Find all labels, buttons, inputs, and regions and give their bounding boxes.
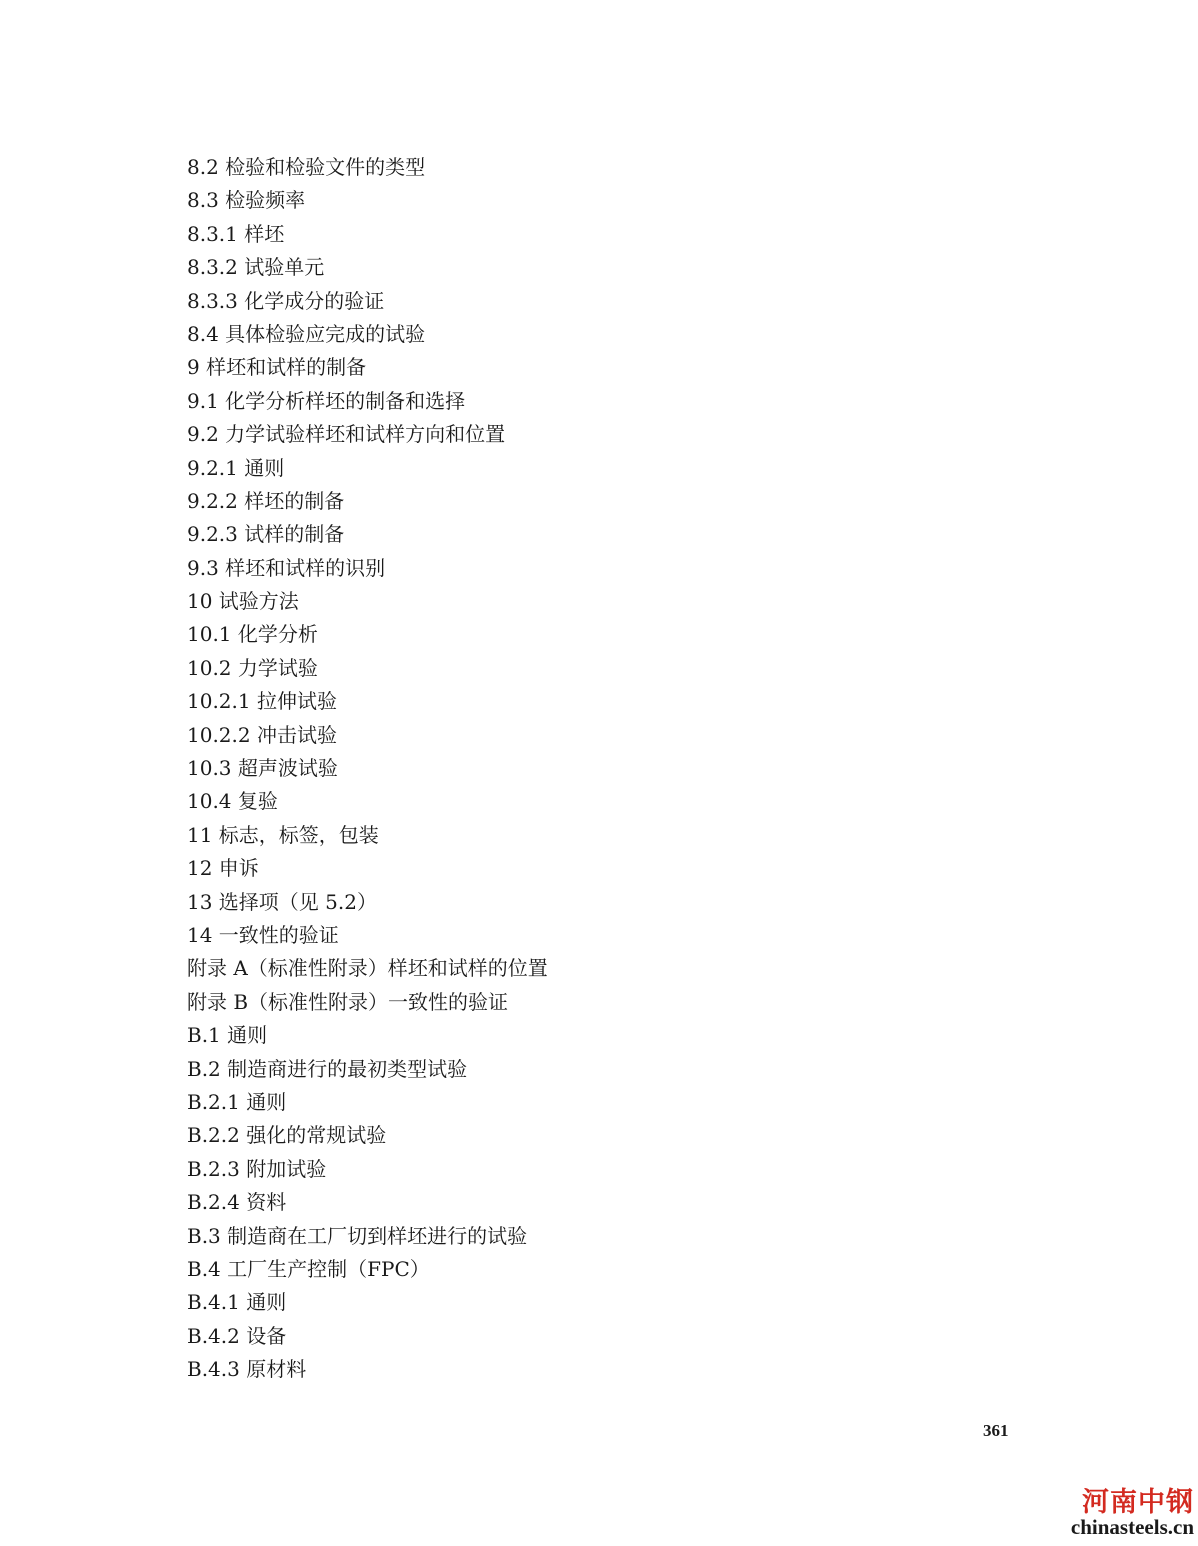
page-number: 361: [983, 1421, 1009, 1440]
toc-entry: B.2.4 资料: [187, 1190, 287, 1215]
toc-entry: 10 试验方法: [187, 589, 299, 614]
toc-entry: 8.3 检验频率: [187, 188, 306, 213]
toc-entry: 9.3 样坯和试样的识别: [187, 555, 386, 580]
toc-entry: B.1 通则: [187, 1023, 268, 1048]
toc-entry: 附录 B（标准性附录）一致性的验证: [187, 989, 509, 1014]
toc-entry: 9.2.1 通则: [187, 455, 285, 480]
watermark-chinese-text: 河南中钢: [1082, 1487, 1194, 1518]
toc-entry: 9 样坯和试样的制备: [187, 355, 367, 380]
toc-entry: B.4.2 设备: [187, 1323, 287, 1348]
toc-entry: 11 标志，标签，包装: [187, 822, 379, 847]
toc-entry: 9.2.2 样坯的制备: [187, 488, 345, 513]
toc-entry: 8.3.1 样坯: [187, 221, 285, 246]
table-of-contents: [187, 151, 548, 1386]
toc-entry: 8.2 检验和检验文件的类型: [187, 155, 426, 179]
toc-entry: 8.3.3 化学成分的验证: [187, 288, 385, 313]
toc-entry: 14 一致性的验证: [187, 922, 339, 947]
toc-entry: B.4.3 原材料: [187, 1357, 307, 1382]
toc-entry: 10.2.1 拉伸试验: [187, 689, 337, 714]
toc-entry: 9.2 力学试验样坯和试样方向和位置: [187, 422, 506, 447]
toc-entry: 8.3.2 试验单元: [187, 255, 325, 280]
toc-entry: B.4.1 通则: [187, 1290, 287, 1315]
toc-entry: B.3 制造商在工厂切到样坯进行的试验: [187, 1223, 528, 1248]
toc-entry: B.2 制造商进行的最初类型试验: [187, 1056, 468, 1081]
toc-entry: B.4 工厂生产控制（FPC）: [187, 1256, 430, 1281]
toc-entry: 10.4 复验: [187, 789, 278, 814]
toc-entry: 9.1 化学分析样坯的制备和选择: [187, 388, 466, 413]
toc-entry: 9.2.3 试样的制备: [187, 522, 345, 547]
toc-entry: 10.2.2 冲击试验: [187, 722, 337, 747]
toc-entry: 附录 A（标准性附录）样坯和试样的位置: [187, 956, 548, 981]
toc-entry: 10.1 化学分析: [187, 622, 318, 647]
watermark-logo: [1071, 1489, 1194, 1538]
toc-entry: 12 申诉: [187, 856, 259, 881]
toc-entry: B.2.3 附加试验: [187, 1156, 327, 1181]
toc-entry: B.2.1 通则: [187, 1089, 287, 1114]
toc-entry: 13 选择项（见 5.2）: [187, 889, 377, 914]
toc-entry: 10.2 力学试验: [187, 655, 318, 680]
watermark-domain-text: chinasteels.cn: [1070, 1515, 1194, 1539]
toc-entry: 8.4 具体检验应完成的试验: [187, 321, 426, 346]
toc-entry: 10.3 超声波试验: [187, 756, 338, 781]
toc-entry: B.2.2 强化的常规试验: [187, 1123, 387, 1148]
